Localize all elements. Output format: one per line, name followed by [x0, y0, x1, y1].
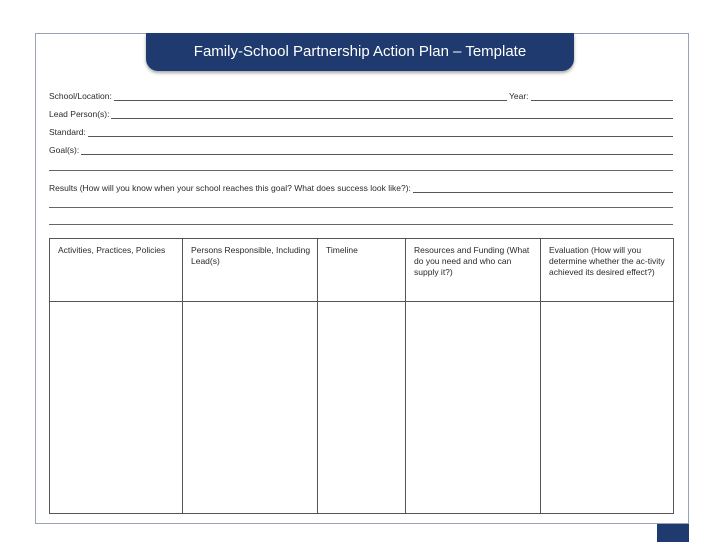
year-line[interactable] — [531, 91, 673, 101]
school-location-label: School/Location: — [49, 91, 112, 101]
lead-persons-line[interactable] — [111, 109, 673, 119]
table-header-row — [50, 239, 674, 302]
cell-resources-funding[interactable] — [406, 302, 541, 514]
header-persons-responsible: Persons Responsible, Including Lead(s) — [183, 239, 318, 302]
goals-line[interactable] — [81, 145, 673, 155]
goals-field[interactable] — [49, 143, 673, 155]
standard-line[interactable] — [88, 127, 673, 137]
cell-evaluation[interactable] — [541, 302, 674, 514]
header-activities: Activities, Practices, Policies — [50, 239, 183, 302]
results-label: Results (How will you know when your school reaches this goal? What does success look like?): — [49, 183, 411, 193]
standard-label: Standard: — [49, 127, 86, 137]
header-evaluation: Evaluation (How will you determine whether the ac-tivity achieved its desired effect?) — [541, 239, 674, 302]
results-line[interactable] — [413, 183, 673, 193]
standard-field[interactable] — [49, 125, 673, 137]
goals-label: Goal(s): — [49, 145, 80, 155]
cell-persons-responsible[interactable] — [183, 302, 318, 514]
corner-accent-block — [657, 524, 689, 542]
year-field[interactable] — [509, 89, 673, 101]
action-plan-table — [49, 238, 674, 514]
year-label: Year: — [509, 91, 529, 101]
cell-activities[interactable] — [50, 302, 183, 514]
results-extra-line-1[interactable] — [49, 207, 673, 208]
header-resources-funding: Resources and Funding (What do you need and who can supply it?) — [406, 239, 541, 302]
school-location-field[interactable] — [49, 89, 507, 101]
page-title: Family-School Partnership Action Plan – Template — [146, 33, 574, 71]
results-extra-line-2[interactable] — [49, 224, 673, 225]
lead-persons-field[interactable] — [49, 107, 673, 119]
header-timeline: Timeline — [318, 239, 406, 302]
table-row — [50, 302, 674, 514]
results-field[interactable] — [49, 181, 673, 193]
goals-extra-line[interactable] — [49, 170, 673, 171]
lead-persons-label: Lead Person(s): — [49, 109, 110, 119]
cell-timeline[interactable] — [318, 302, 406, 514]
school-location-line[interactable] — [114, 91, 507, 101]
